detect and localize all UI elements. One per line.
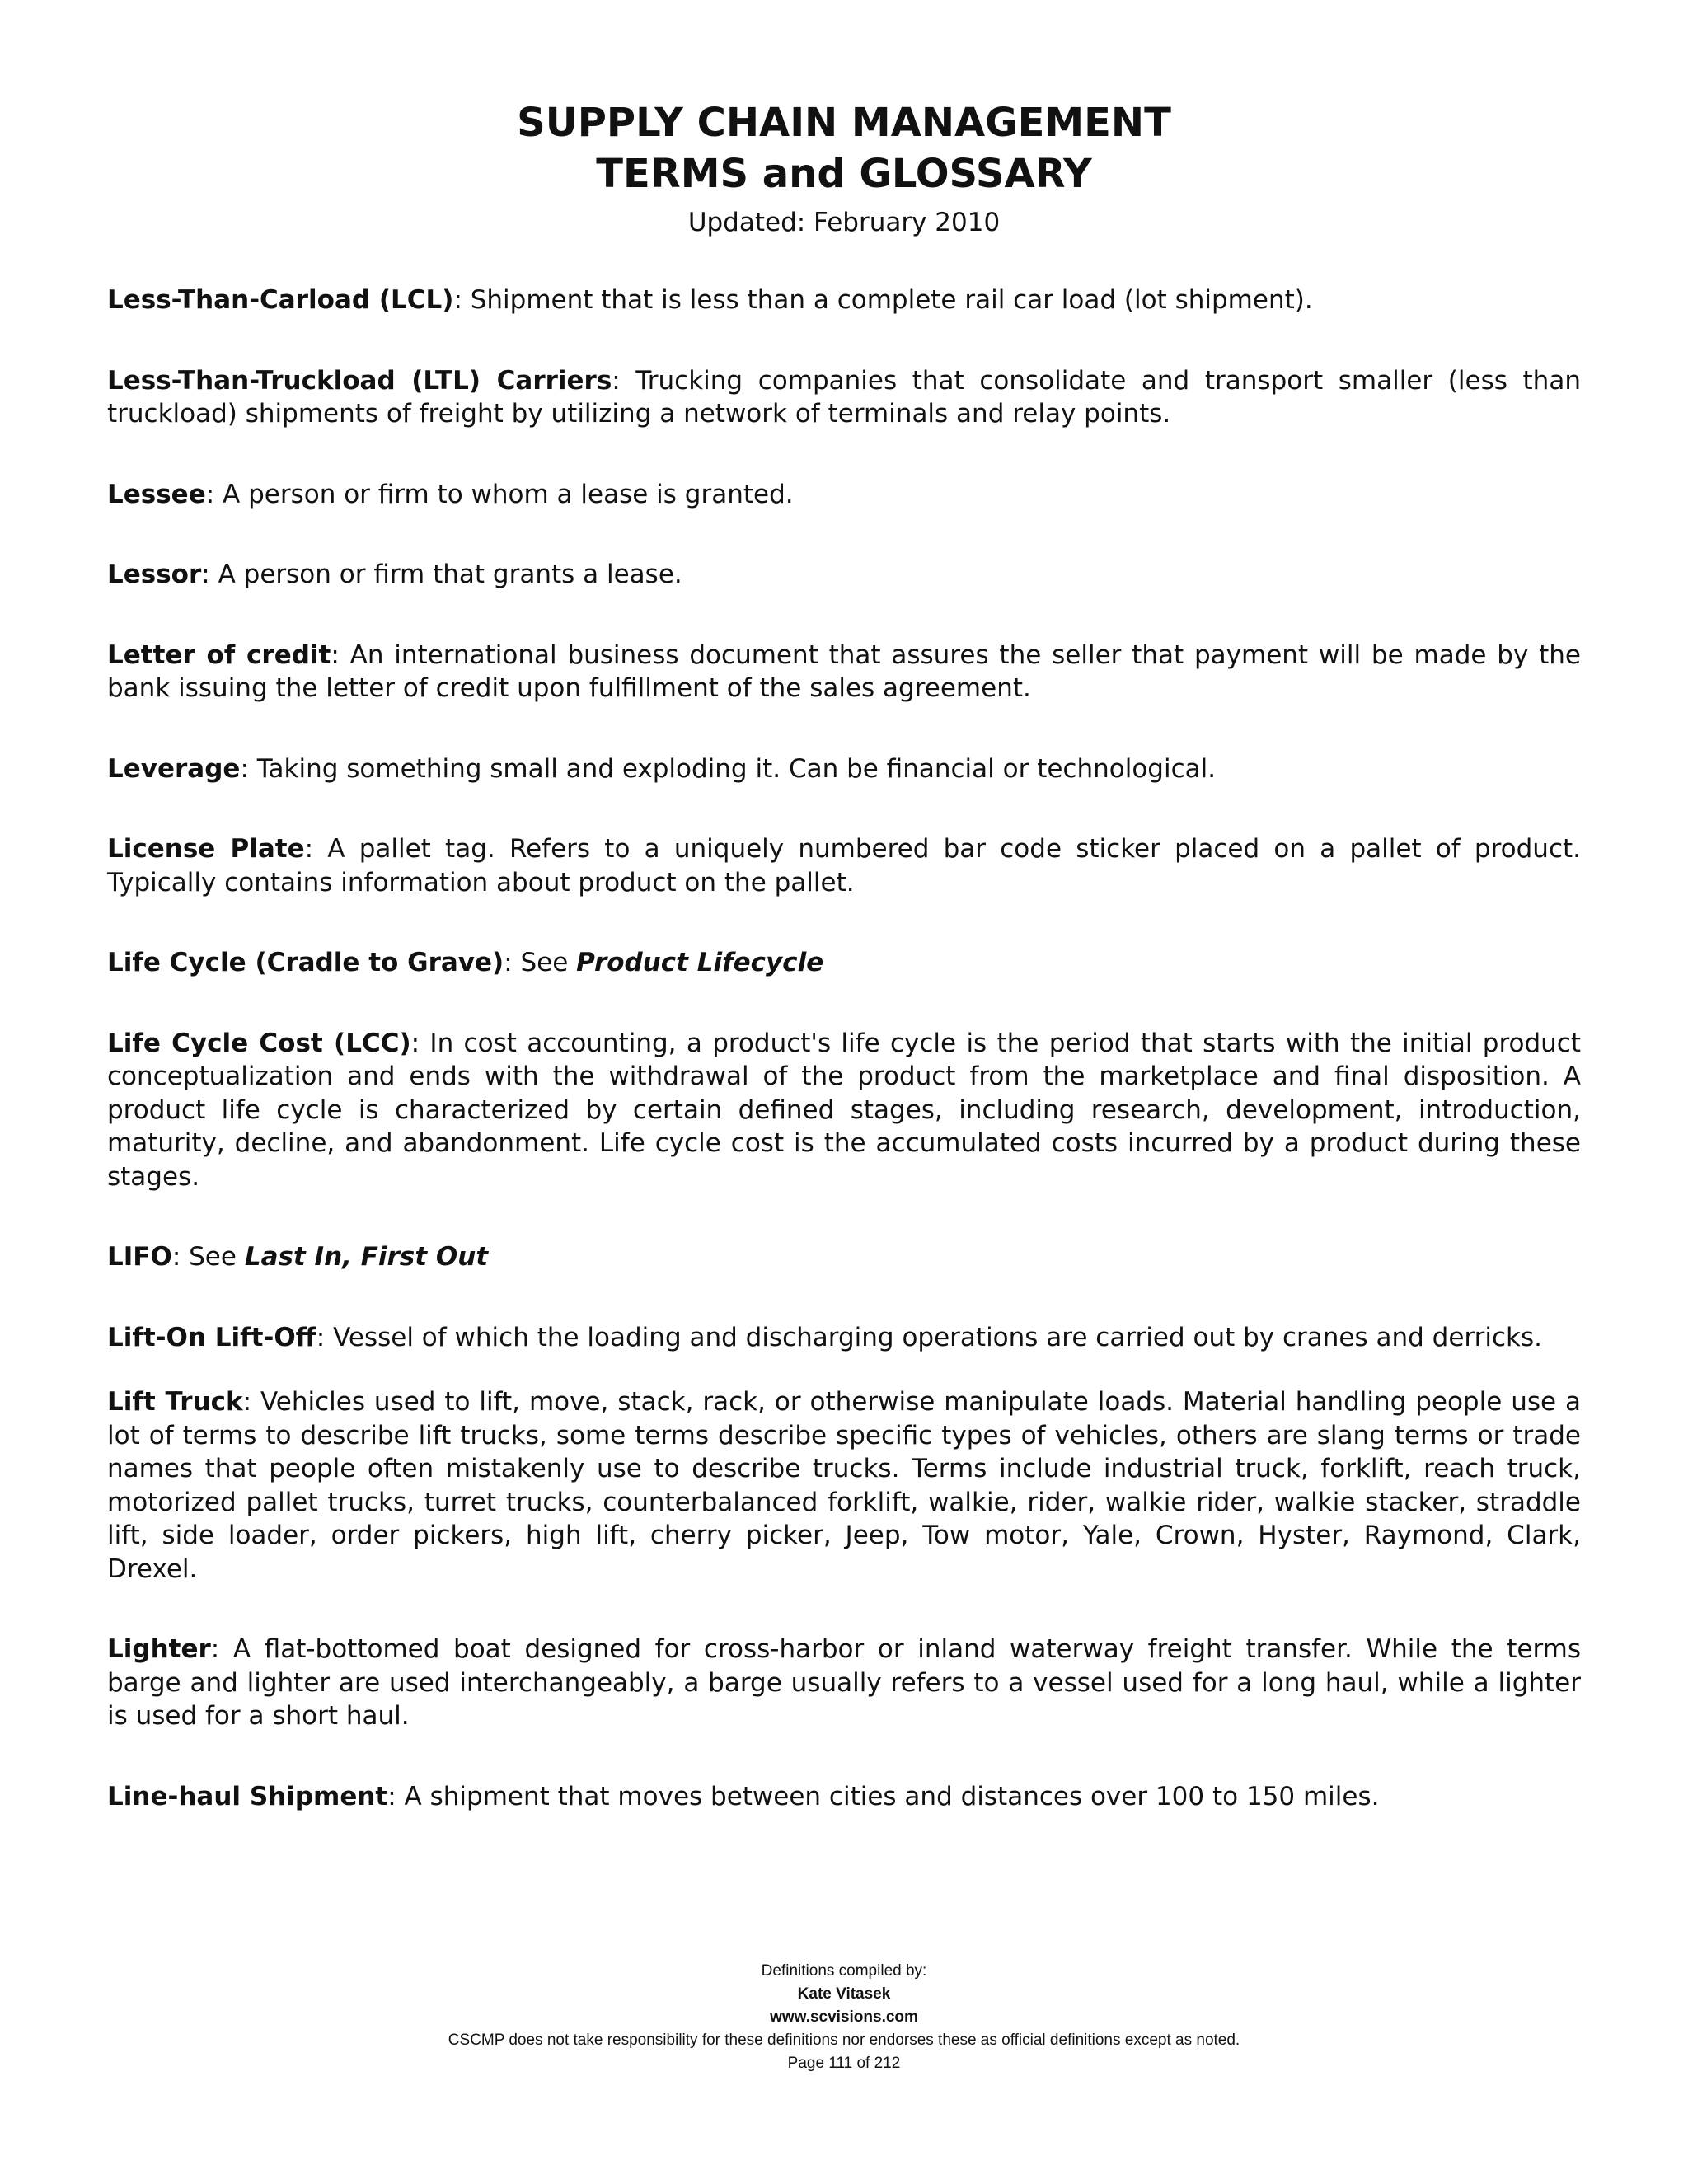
glossary-entry-lift-truck	[107, 1385, 1581, 1586]
glossary-entry-life-cycle	[107, 946, 1581, 980]
entry-definition: : In cost accounting, a product's life cycle is the period that starts with the initial product conceptualization and ends with the withdrawal of the product from the marketplace and final disposition. A product life cycle is characterized by certain defined stages, including research, development, introduction, maturity, decline, and abandonment. Life cycle cost is the accumulated costs incurred by a product during these stages.	[107, 1028, 1582, 1192]
glossary-entry-license-plate	[107, 832, 1581, 899]
entry-definition: : See	[504, 948, 577, 977]
page-number: Page 111 of 212	[787, 2055, 901, 2072]
entry-definition: : A flat-bottomed boat designed for cross-harbor or inland waterway freight transfer. While the terms barge and lighter are used interchangeably, a barge usually refers to a vessel used for a long haul, while a lighter is used for a short haul.	[107, 1634, 1581, 1731]
page-footer	[0, 1960, 1688, 2075]
entry-term: Letter of credit	[107, 640, 331, 670]
entry-definition: : See	[171, 1242, 245, 1272]
entry-term: Life Cycle Cost (LCC)	[107, 1028, 411, 1058]
title-line-1: SUPPLY CHAIN MANAGEMENT	[517, 100, 1171, 146]
entry-term: Leverage	[107, 753, 241, 784]
updated-date: Updated: February 2010	[687, 208, 1001, 237]
glossary-entry-lcc	[107, 1027, 1581, 1194]
entry-term: License Plate	[107, 834, 305, 864]
glossary-entry-lift-on-lift-off	[107, 1321, 1581, 1355]
author-name: Kate Vitasek	[797, 1985, 891, 2003]
entry-term: Lighter	[107, 1634, 211, 1664]
entry-definition: : An international business document that assures the seller that payment will be made by the bank issuing the letter of credit upon fulfillment of the sales agreement.	[107, 640, 1581, 703]
glossary-entry-lessee	[107, 478, 1581, 512]
disclaimer: CSCMP does not take responsibility for these definitions nor endorses these as official definitions except as noted.	[448, 2032, 1240, 2049]
entry-definition: : A pallet tag. Refers to a uniquely numbered bar code sticker placed on a pallet of product. Typically contains information about product on the pallet.	[107, 834, 1582, 898]
see-reference: Product Lifecycle	[576, 948, 824, 977]
compiled-by-label: Definitions compiled by:	[761, 1962, 927, 1980]
entry-term: Life Cycle (Cradle to Grave)	[107, 948, 504, 977]
entry-term: Less-Than-Truckload (LTL) Carriers	[107, 365, 612, 396]
title-line-2: TERMS and GLOSSARY	[596, 151, 1092, 197]
entry-term: Less-Than-Carload (LCL)	[107, 285, 454, 315]
website-link[interactable]: www.scvisions.com	[770, 2008, 918, 2026]
entry-definition: : A person or firm to whom a lease is granted.	[205, 479, 794, 509]
entry-term: Lift Truck	[107, 1387, 243, 1417]
entry-term: Lessee	[107, 479, 206, 509]
glossary-entry-lessor	[107, 558, 1581, 592]
entry-definition: : Shipment that is less than a complete rail car load (lot shipment).	[453, 285, 1313, 315]
entry-term: Lift-On Lift-Off	[107, 1322, 316, 1352]
entry-definition: : A person or firm that grants a lease.	[201, 560, 682, 589]
see-reference: Last In, First Out	[244, 1242, 489, 1272]
entry-definition: : Vehicles used to lift, move, stack, rack, or otherwise manipulate loads. Material handling people use a lot of terms to describe lift trucks, some terms describe specific types of vehicles, others are slang terms or trade names that people often mistakenly use to describe trucks. Terms include industrial truck, forklift, reach truck, motorized pallet trucks, turret trucks, counterbalanced forklift, walkie, rider, walkie rider, walkie stacker, straddle lift, side loader, order pickers, high lift, cherry picker, Jeep, Tow motor, Yale, Crown, Hyster, Raymond, Clark, Drexel.	[107, 1387, 1581, 1584]
document-header	[0, 97, 1688, 241]
entry-definition: : Taking something small and exploding it. Can be financial or technological.	[240, 753, 1217, 784]
entry-definition: : Trucking companies that consolidate and transport smaller (less than truckload) shipments of freight by utilizing a network of terminals and relay points.	[107, 365, 1581, 429]
glossary-entry-leverage	[107, 752, 1581, 786]
entry-definition: : Vessel of which the loading and discharging operations are carried out by cranes and derricks.	[316, 1322, 1542, 1352]
glossary-entry-ltl-carriers	[107, 364, 1581, 431]
glossary-entry-lcl	[107, 284, 1581, 317]
glossary-entry-lifo	[107, 1240, 1581, 1274]
glossary-entry-lighter	[107, 1633, 1581, 1733]
glossary-entries	[107, 284, 1581, 1860]
glossary-entry-letter-of-credit	[107, 639, 1581, 705]
glossary-entry-line-haul	[107, 1780, 1581, 1814]
entry-definition: : A shipment that moves between cities and distances over 100 to 150 miles.	[387, 1781, 1380, 1811]
entry-term: LIFO	[107, 1242, 172, 1272]
entry-term: Lessor	[107, 560, 202, 589]
entry-term: Line-haul Shipment	[107, 1781, 388, 1811]
